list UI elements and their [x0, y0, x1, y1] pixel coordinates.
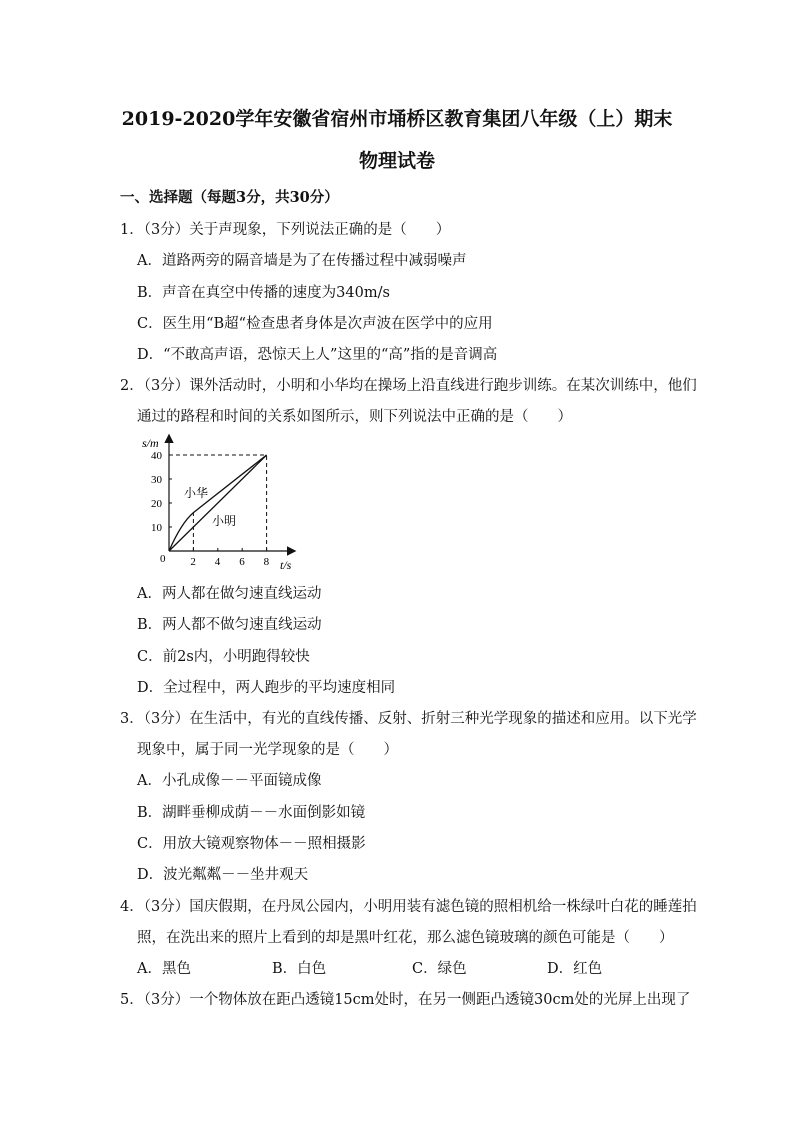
q2-option-a: A．两人都在做匀速直线运动 [137, 586, 322, 602]
q3-option-c: C．用放大镜观察物体－－照相摄影 [137, 836, 366, 852]
exam-title-line2: 物理试卷 [358, 150, 435, 172]
x-tick-label: 8 [263, 556, 270, 568]
q3-stem-line1: 3．（3分）在生活中，有光的直线传播、反射、折射三种光学现象的描述和应用。以下光学 [120, 711, 697, 727]
distance-time-graph [130, 430, 305, 575]
q2-stem-line1: 2．（3分）课外活动时，小明和小华均在操场上沿直线进行跑步训练。在某次训练中，他们 [120, 378, 697, 394]
series-line-1 [169, 455, 267, 551]
q2-option-d: D．全过程中，两人跑步的平均速度相同 [137, 680, 396, 696]
x-tick-label: 2 [190, 556, 196, 568]
q2-stem-line2: 通过的路程和时间的关系如图所示，则下列说法中正确的是（ ） [137, 409, 572, 425]
q4-stem-line1: 4．（3分）国庆假期，在丹凤公园内，小明用装有滤色镜的照相机给一株绿叶白花的睡莲拍 [120, 899, 697, 915]
q1-option-b: B．声音在真空中传播的速度为340m/s [137, 285, 390, 301]
series-label-xiaoming: 小明 [212, 514, 237, 528]
q5-stem-line1: 5．（3分）一个物体放在距凸透镜15cm处时，在另一侧距凸透镜30cm处的光屏上出现了 [120, 992, 691, 1008]
q3-option-a: A．小孔成像－－平面镜成像 [137, 773, 322, 789]
q4-option-c: C．绿色 [412, 961, 467, 977]
y-tick-label: 10 [151, 522, 162, 534]
q4-option-a: A．黑色 [137, 961, 191, 977]
q4-option-b: B．白色 [272, 961, 327, 977]
q3-option-b: B．湖畔垂柳成荫－－水面倒影如镜 [137, 805, 366, 821]
y-tick-label: 30 [151, 474, 162, 486]
q1-stem: 1．（3分）关于声现象，下列说法正确的是（ ） [120, 222, 451, 238]
x-tick-label: 6 [239, 556, 245, 568]
x-tick-label: 4 [214, 556, 221, 568]
series-label-xiaohua: 小华 [184, 486, 209, 500]
x-axis-label: t/s [280, 558, 292, 572]
q1-option-d: D．“不敢高声语，恐惊天上人”这里的“高”指的是音调高 [137, 347, 498, 363]
q2-option-c: C．前2s内，小明跑得较快 [137, 649, 310, 665]
q1-option-a: A．道路两旁的隔音墙是为了在传播过程中减弱噪声 [137, 253, 467, 269]
y-axis-label: s/m [142, 436, 159, 450]
q3-stem-line2: 现象中，属于同一光学现象的是（ ） [137, 742, 398, 758]
exam-title-line1: 2019-2020学年安徽省宿州市埇桥区教育集团八年级（上）期末 [121, 108, 673, 130]
q4-stem-line2: 照，在洗出来的照片上看到的却是黑叶红花，那么滤色镜玻璃的颜色可能是（ ） [137, 930, 674, 946]
q2-option-b: B．两人都不做匀速直线运动 [137, 617, 322, 633]
q1-option-c: C．医生用“B超“检查患者身体是次声波在医学中的应用 [137, 316, 493, 332]
y-tick-label: 20 [151, 498, 162, 510]
y-tick-label: 40 [151, 450, 162, 462]
section-heading: 一、选择题（每题3分，共30分） [120, 189, 339, 206]
origin-label: 0 [160, 553, 166, 565]
q4-option-d: D．红色 [547, 961, 603, 977]
q3-option-d: D．波光粼粼－－坐井观天 [137, 867, 309, 883]
